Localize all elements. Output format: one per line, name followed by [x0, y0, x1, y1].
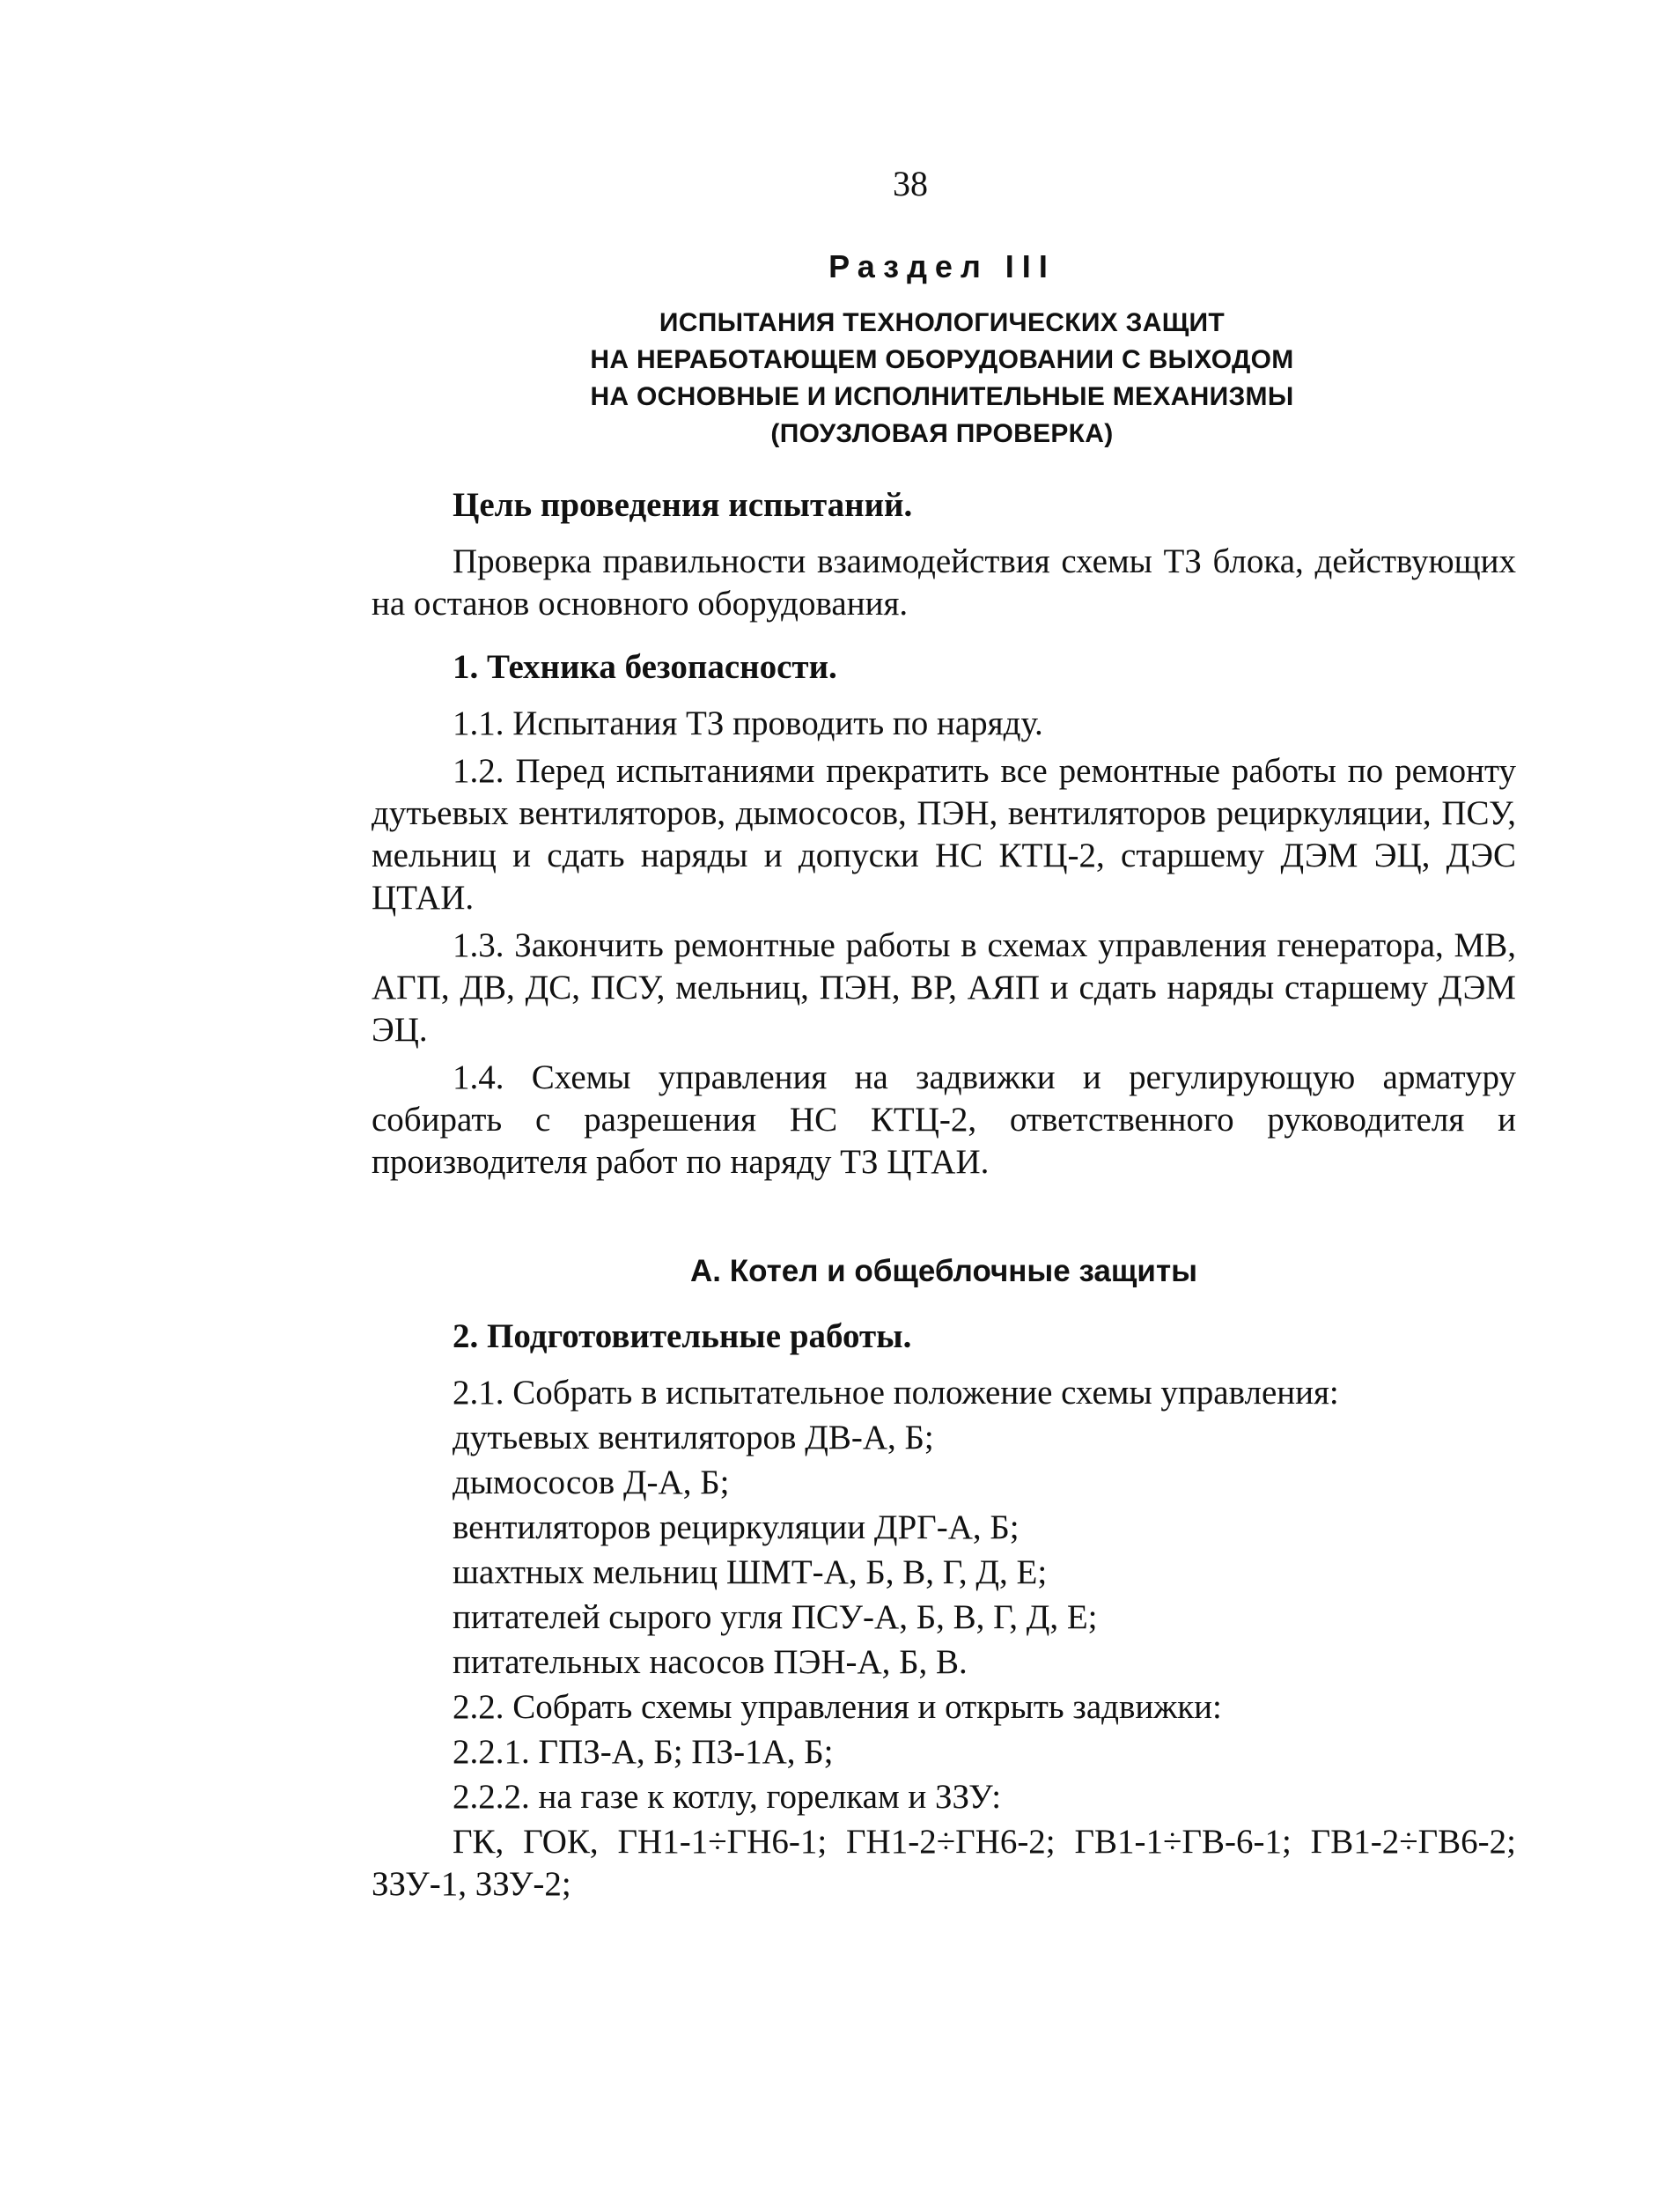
item-2-2-2: 2.2.2. на газе к котлу, горелкам и ЗЗУ: [453, 1778, 1002, 1816]
part-a-title: А. Котел и общеблочные защиты [690, 1254, 1197, 1288]
section-label: Раздел III [828, 248, 1056, 284]
list-item: вентиляторов рециркуляции ДРГ-А, Б; [453, 1508, 1020, 1546]
document-body [372, 484, 1516, 1911]
safety-item: 1.1. Испытания ТЗ проводить по наряду. [453, 704, 1043, 742]
list-item: дутьевых вентиляторов ДВ-А, Б; [453, 1419, 934, 1456]
item-2-1: 2.1. Собрать в испытательное положение схемы управления: [453, 1374, 1339, 1412]
list-item: питателей сырого угля ПСУ-А, Б, В, Г, Д, Е; [453, 1598, 1098, 1636]
page-number: 38 [893, 164, 928, 203]
item-2-2-1: 2.2.1. ГПЗ-А, Б; ПЗ-1А, Б; [453, 1733, 834, 1771]
goal-heading: Цель проведения испытаний. [453, 486, 913, 524]
safety-item: 1.4. Схемы управления на задвижки и регулирующую арматуру собирать с разрешения НС КТЦ-2, ответственного руководителя и производителя работ по наряду ТЗ ЦТАИ. [372, 1058, 1516, 1181]
safety-item: 1.2. Перед испытаниями прекратить все ремонтные работы по ремонту дутьевых вентиляторов, дымососов, ПЭН, вентиляторов рециркуляции, ПСУ, мельниц и сдать наряды и допуски НС КТЦ-2, старшему ДЭМ ЭЦ, ДЭС ЦТАИ. [372, 752, 1516, 917]
section-title-line: НА НЕРАБОТАЮЩЕМ ОБОРУДОВАНИИ С ВЫХОДОМ [590, 345, 1294, 374]
section-title-line: ИСПЫТАНИЯ ТЕХНОЛОГИЧЕСКИХ ЗАЩИТ [659, 308, 1226, 337]
goal-text: Проверка правильности взаимодействия схемы ТЗ блока, действующих на останов основного оборудования. [372, 542, 1516, 623]
section-title-line: (ПОУЗЛОВАЯ ПРОВЕРКА) [770, 419, 1114, 448]
safety-heading: 1. Техника безопасности. [453, 648, 837, 686]
item-2-2: 2.2. Собрать схемы управления и открыть задвижки: [453, 1688, 1222, 1726]
section-header [370, 248, 1514, 453]
list-item: дымососов Д-А, Б; [453, 1464, 730, 1501]
item-2-2-2-list: ГК, ГОК, ГН1-1÷ГН6-1; ГН1-2÷ГН6-2; ГВ1-1÷ГВ-6-1; ГВ1-2÷ГВ6-2; ЗЗУ-1, ЗЗУ-2; [372, 1823, 1516, 1903]
section-title-line: НА ОСНОВНЫЕ И ИСПОЛНИТЕЛЬНЫЕ МЕХАНИЗМЫ [590, 382, 1294, 411]
list-item: шахтных мельниц ШМТ-А, Б, В, Г, Д, Е; [453, 1553, 1048, 1591]
list-item: питательных насосов ПЭН-А, Б, В. [453, 1643, 968, 1681]
prep-heading: 2. Подготовительные работы. [453, 1317, 912, 1355]
safety-item: 1.3. Закончить ремонтные работы в схемах управления генератора, МВ, АГП, ДВ, ДС, ПСУ, мельниц, ПЭН, ВР, АЯП и сдать наряды старшему ДЭМ ЭЦ. [372, 926, 1516, 1049]
